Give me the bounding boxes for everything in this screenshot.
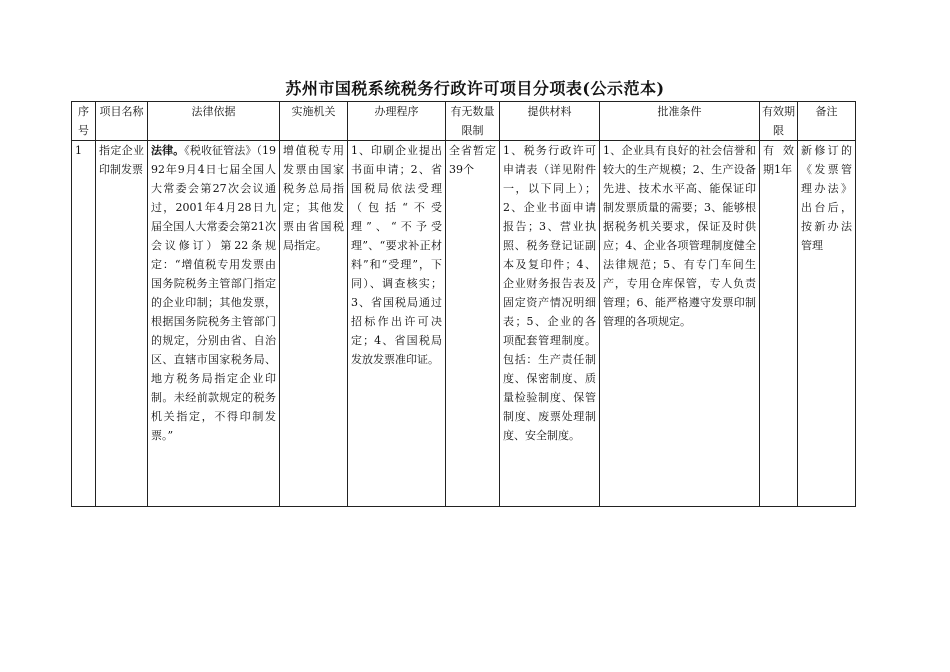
cell-validity: 有效期1年 — [760, 141, 798, 507]
header-conditions: 批准条件 — [600, 102, 760, 141]
header-procedure: 办理程序 — [348, 102, 446, 141]
cell-remarks: 新修订的《发票管理办法》出台后，按新办法管理 — [798, 141, 856, 507]
cell-materials: 1、税务行政许可申请表（详见附件一，以下同上）；2、企业书面申请报告；3、营业执照、税务登记证副本及复印件；4、企业财务报告表及固定资产情况明细表；5、企业的各项配套管理制度。包括：生产责任制度、保密制度、质量检验制度、保管制度、废票处理制度、安全制度。 — [500, 141, 600, 507]
table-row — [72, 141, 856, 507]
header-materials: 提供材料 — [500, 102, 600, 141]
cell-agency: 增值税专用发票由国家税务总局指定；其他发票由省国税局指定。 — [280, 141, 348, 507]
cell-procedure: 1、印刷企业提出书面申请；2、省国税局依法受理（包括“不受理”、“不予受理”、“要求补正材料”和“受理”，下同）、调查核实；3、省国税局通过招标作出许可决定；4、省国税局发放发票准印证。 — [348, 141, 446, 507]
header-item-name: 项目名称 — [96, 102, 148, 141]
header-seq: 序号 — [72, 102, 96, 141]
cell-item-name: 指定企业印制发票 — [96, 141, 148, 507]
cell-legal-basis — [148, 141, 280, 507]
header-agency: 实施机关 — [280, 102, 348, 141]
legal-basis-lead: 法律。 — [151, 144, 185, 157]
cell-time-limit: 全省暂定39个 — [446, 141, 500, 507]
legal-basis-text: 《税收征管法》（1992年9月4日七届全国人大常委会第27次会议通过，2001年4月28日九届全国人大常委会第21次会议修订）第22条规定：“增值税专用发票由国务院税务主管部门指定的企业印制；其他发票，根据国务院税务主管部门的规定，分别由省、自治区、直辖市国家税务局、地方税务局指定企业印制。未经前款规定的税务机关指定，不得印制发票。” — [151, 144, 277, 442]
header-remarks: 备注 — [798, 102, 856, 141]
permit-items-table — [71, 101, 856, 507]
cell-conditions: 1、企业具有良好的社会信誉和较大的生产规模；2、生产设备先进、技术水平高、能保证印制发票质量的需要；3、能够根据税务机关要求，保证及时供应；4、企业各项管理制度健全法律规范；5、有专门车间生产，专用仓库保管，专人负责管理；6、能严格遵守发票印制管理的各项规定。 — [600, 141, 760, 507]
page-title: 苏州市国税系统税务行政许可项目分项表(公示范本) — [285, 79, 665, 98]
cell-seq: 1 — [72, 141, 96, 507]
header-validity: 有效期限 — [760, 102, 798, 141]
header-time-limit: 有无数量限制 — [446, 102, 500, 141]
header-legal-basis: 法律依据 — [148, 102, 280, 141]
table-header-row — [72, 102, 856, 141]
